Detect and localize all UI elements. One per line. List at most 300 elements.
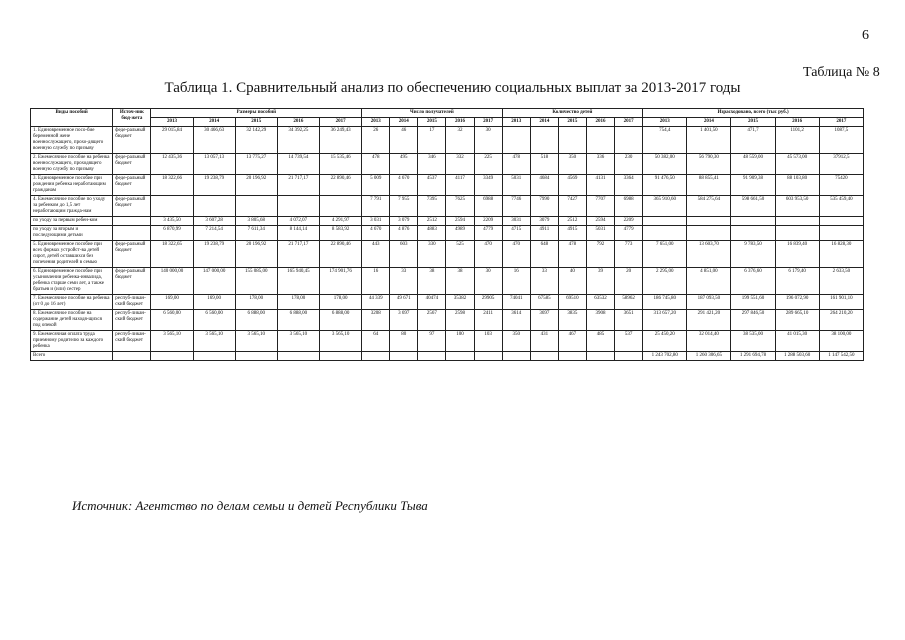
header-types: Виды пособий bbox=[31, 109, 113, 127]
spent-cell bbox=[687, 226, 731, 241]
spent-cell: 37912,5 bbox=[819, 154, 863, 175]
benefit-name-cell: 9. Ежемесячная оплата труда приемному родителю за каждого ребенка bbox=[31, 331, 113, 352]
year-header: 2015 bbox=[418, 118, 446, 127]
benefit-name-cell: 8. Ежемесячное пособие на содержание детей находя-щихся под опекой bbox=[31, 310, 113, 331]
spent-cell bbox=[731, 217, 775, 226]
benefit-name-cell: Всего bbox=[31, 352, 113, 361]
spent-cell: 199 551,60 bbox=[731, 295, 775, 310]
children-cell: 350 bbox=[502, 331, 530, 352]
spent-cell: 91 909,38 bbox=[731, 175, 775, 196]
recipients-cell: 4117 bbox=[446, 175, 474, 196]
children-cell: 4715 bbox=[502, 226, 530, 241]
children-cell bbox=[558, 352, 586, 361]
sizes-cell: 3 565,10 bbox=[151, 331, 193, 352]
sizes-cell: 3 805,68 bbox=[235, 217, 277, 226]
spent-cell: 2 633,50 bbox=[819, 268, 863, 295]
spent-cell: 471,7 bbox=[731, 127, 775, 154]
recipients-cell bbox=[446, 352, 474, 361]
budget-source-cell: феде-ральный бюджет bbox=[113, 175, 151, 196]
budget-source-cell bbox=[113, 226, 151, 241]
sizes-cell: 8 144,14 bbox=[277, 226, 319, 241]
sizes-cell: 36 249,43 bbox=[319, 127, 361, 154]
sizes-cell: 174 901,76 bbox=[319, 268, 361, 295]
recipients-cell: 64 bbox=[362, 331, 390, 352]
children-cell bbox=[615, 352, 643, 361]
recipients-cell: 2598 bbox=[446, 310, 474, 331]
sizes-cell: 22 890,46 bbox=[319, 241, 361, 268]
recipients-cell: 4779 bbox=[474, 226, 502, 241]
recipients-cell: 38 bbox=[446, 268, 474, 295]
spent-cell: 313 657,20 bbox=[643, 310, 687, 331]
spent-cell: 50 382,00 bbox=[643, 154, 687, 175]
sizes-cell: 3 565,10 bbox=[277, 331, 319, 352]
sizes-cell bbox=[193, 352, 235, 361]
budget-source-cell: феде-ральный бюджет bbox=[113, 127, 151, 154]
sizes-cell: 20 196,92 bbox=[235, 241, 277, 268]
children-cell: 4684 bbox=[530, 175, 558, 196]
header-source: Источ-ник бюд-жета bbox=[113, 109, 151, 127]
recipients-cell: 478 bbox=[362, 154, 390, 175]
budget-source-cell: респуб-ликан-ский бюджет bbox=[113, 310, 151, 331]
children-cell: 33 bbox=[530, 268, 558, 295]
table-container bbox=[30, 108, 864, 361]
spent-cell: 297 846,50 bbox=[731, 310, 775, 331]
benefit-name-cell: по уходу за вторым и последующими детьми bbox=[31, 226, 113, 241]
recipients-cell: 3 031 bbox=[362, 217, 390, 226]
children-cell bbox=[615, 127, 643, 154]
recipients-cell: 3 697 bbox=[390, 310, 418, 331]
recipients-cell: 30 bbox=[474, 268, 502, 295]
spent-cell: 1 291 694,78 bbox=[731, 352, 775, 361]
header-children: Количество детей bbox=[502, 109, 642, 118]
sizes-cell: 13 775,27 bbox=[235, 154, 277, 175]
children-cell: 485 bbox=[586, 331, 614, 352]
children-cell: 6988 bbox=[615, 196, 643, 217]
spent-cell bbox=[819, 226, 863, 241]
sizes-cell: 6 560,00 bbox=[193, 310, 235, 331]
children-cell: 3031 bbox=[502, 217, 530, 226]
sizes-cell: 4 072,07 bbox=[277, 217, 319, 226]
recipients-cell: 2594 bbox=[446, 217, 474, 226]
year-header: 2013 bbox=[643, 118, 687, 127]
spent-cell: 75420 bbox=[819, 175, 863, 196]
sizes-cell: 8 583,92 bbox=[319, 226, 361, 241]
benefit-name-cell: 1. Единовременное посо-бие беременной жене военнослужащего, прохо-дящего военную службу по призыву bbox=[31, 127, 113, 154]
budget-source-cell bbox=[113, 217, 151, 226]
table-row bbox=[31, 241, 864, 268]
recipients-cell: 40474 bbox=[418, 295, 446, 310]
sizes-cell: 6 888,00 bbox=[319, 310, 361, 331]
recipients-cell: 4 876 bbox=[390, 226, 418, 241]
table-row bbox=[31, 295, 864, 310]
recipients-cell: 7625 bbox=[446, 196, 474, 217]
page-number: 6 bbox=[862, 28, 869, 43]
table-row bbox=[31, 268, 864, 295]
recipients-cell: 32 bbox=[446, 127, 474, 154]
children-cell: 230 bbox=[615, 154, 643, 175]
spent-cell: 603 953,50 bbox=[775, 196, 819, 217]
budget-source-cell bbox=[113, 352, 151, 361]
table-row bbox=[31, 127, 864, 154]
children-cell: 7746 bbox=[502, 196, 530, 217]
sizes-cell: 12 435,36 bbox=[151, 154, 193, 175]
sizes-cell: 7 611,34 bbox=[235, 226, 277, 241]
spent-cell: 48 559,00 bbox=[731, 154, 775, 175]
recipients-cell: 2209 bbox=[474, 217, 502, 226]
recipients-cell: 44 339 bbox=[362, 295, 390, 310]
recipients-cell: 603 bbox=[390, 241, 418, 268]
budget-source-cell: респуб-ликан-ский бюджет bbox=[113, 295, 151, 310]
sizes-cell: 13 057,13 bbox=[193, 154, 235, 175]
recipients-cell: 100 bbox=[446, 331, 474, 352]
sizes-cell bbox=[193, 196, 235, 217]
sizes-cell: 7 214,54 bbox=[193, 226, 235, 241]
header-recipients: Число получателей bbox=[362, 109, 503, 118]
recipients-cell: 38 bbox=[418, 268, 446, 295]
spent-cell: 1 147 542,50 bbox=[819, 352, 863, 361]
recipients-cell: 346 bbox=[418, 154, 446, 175]
sizes-cell: 6 560,00 bbox=[151, 310, 193, 331]
recipients-cell: 525 bbox=[446, 241, 474, 268]
spent-cell bbox=[643, 226, 687, 241]
recipients-cell: 103 bbox=[474, 331, 502, 352]
year-header: 2015 bbox=[731, 118, 775, 127]
recipients-cell bbox=[418, 352, 446, 361]
children-cell: 4911 bbox=[530, 226, 558, 241]
children-cell: 467 bbox=[558, 331, 586, 352]
recipients-cell: 470 bbox=[474, 241, 502, 268]
sizes-cell: 3 565,10 bbox=[193, 331, 235, 352]
children-cell bbox=[502, 127, 530, 154]
children-cell: 16 bbox=[502, 268, 530, 295]
children-cell: 537 bbox=[615, 331, 643, 352]
benefit-name-cell: 6. Единовременное пособие при усыновлении ребенка-инвалида, ребенка старше семи лет, а также братьев и (или) сестер bbox=[31, 268, 113, 295]
children-cell bbox=[586, 127, 614, 154]
benefits-table bbox=[30, 108, 864, 361]
sizes-cell: 165 940,45 bbox=[277, 268, 319, 295]
budget-source-cell: феде-ральный бюджет bbox=[113, 154, 151, 175]
benefit-name-cell: 5. Единовременное пособие при всех формах устройст-ва детей сирот, детей оставшихся без попечения родителей в семью bbox=[31, 241, 113, 268]
children-cell: 431 bbox=[530, 331, 558, 352]
sizes-cell bbox=[235, 352, 277, 361]
children-cell: 7427 bbox=[558, 196, 586, 217]
spent-cell: 88 103,80 bbox=[775, 175, 819, 196]
sizes-cell: 19 238,79 bbox=[193, 241, 235, 268]
table-row bbox=[31, 226, 864, 241]
children-cell: 5031 bbox=[586, 226, 614, 241]
spent-cell: 365 910,60 bbox=[643, 196, 687, 217]
spent-cell: 186 745,80 bbox=[643, 295, 687, 310]
sizes-cell bbox=[151, 196, 193, 217]
children-cell: 58962 bbox=[615, 295, 643, 310]
spent-cell: 1 288 503,60 bbox=[775, 352, 819, 361]
page-title: Таблица 1. Сравнительный анализ по обеспечению социальных выплат за 2013-2017 годы bbox=[164, 80, 741, 96]
year-header: 2016 bbox=[586, 118, 614, 127]
recipients-cell: 5 009 bbox=[362, 175, 390, 196]
recipients-cell: 4883 bbox=[418, 226, 446, 241]
benefit-name-cell: 7. Ежемесячное пособие на ребенка (от 0 до 16 лет) bbox=[31, 295, 113, 310]
year-header: 2017 bbox=[474, 118, 502, 127]
sizes-cell: 20 196,92 bbox=[235, 175, 277, 196]
recipients-cell: 4 670 bbox=[390, 175, 418, 196]
spent-cell: 7 651,00 bbox=[643, 241, 687, 268]
year-header: 2015 bbox=[235, 118, 277, 127]
sizes-cell: 6 888,00 bbox=[277, 310, 319, 331]
sizes-cell bbox=[277, 352, 319, 361]
recipients-cell: 16 bbox=[362, 268, 390, 295]
recipients-cell: 2567 bbox=[418, 310, 446, 331]
children-cell: 3614 bbox=[502, 310, 530, 331]
spent-cell: 289 665,10 bbox=[775, 310, 819, 331]
recipients-cell bbox=[474, 352, 502, 361]
children-cell: 63532 bbox=[586, 295, 614, 310]
spent-cell: 25 450,20 bbox=[643, 331, 687, 352]
children-cell: 2594 bbox=[586, 217, 614, 226]
sizes-cell: 6 888,00 bbox=[235, 310, 277, 331]
sizes-cell: 21 717,17 bbox=[277, 175, 319, 196]
header-sizes: Размеры пособий bbox=[151, 109, 362, 118]
budget-source-cell: феде-ральный бюджет bbox=[113, 268, 151, 295]
sizes-cell: 4 291,97 bbox=[319, 217, 361, 226]
year-header: 2014 bbox=[687, 118, 731, 127]
children-cell bbox=[586, 352, 614, 361]
children-cell: 336 bbox=[586, 154, 614, 175]
recipients-cell: 7 955 bbox=[390, 196, 418, 217]
recipients-cell: 26 bbox=[362, 127, 390, 154]
sizes-cell: 18 322,65 bbox=[151, 241, 193, 268]
children-cell: 7990 bbox=[530, 196, 558, 217]
year-header: 2014 bbox=[530, 118, 558, 127]
year-header: 2015 bbox=[558, 118, 586, 127]
recipients-cell: 2512 bbox=[418, 217, 446, 226]
children-cell bbox=[502, 352, 530, 361]
recipients-cell: 225 bbox=[474, 154, 502, 175]
spent-cell: 1 260 306,65 bbox=[687, 352, 731, 361]
spent-cell: 32 014,40 bbox=[687, 331, 731, 352]
children-cell: 7707 bbox=[586, 196, 614, 217]
recipients-cell: 2411 bbox=[474, 310, 502, 331]
children-cell: 69510 bbox=[558, 295, 586, 310]
table-row bbox=[31, 352, 864, 361]
year-header: 2017 bbox=[615, 118, 643, 127]
spent-cell: 598 661,50 bbox=[731, 196, 775, 217]
sizes-cell bbox=[235, 196, 277, 217]
children-cell: 518 bbox=[530, 154, 558, 175]
recipients-cell: 443 bbox=[362, 241, 390, 268]
table-row bbox=[31, 331, 864, 352]
spent-cell: 38 535,00 bbox=[731, 331, 775, 352]
budget-source-cell: респуб-ликан-ский бюджет bbox=[113, 331, 151, 352]
sizes-cell: 147 000,00 bbox=[193, 268, 235, 295]
children-cell: 648 bbox=[530, 241, 558, 268]
recipients-cell: 7 791 bbox=[362, 196, 390, 217]
year-header: 2016 bbox=[277, 118, 319, 127]
sizes-cell: 3 565,10 bbox=[235, 331, 277, 352]
spent-cell: 1 243 702,80 bbox=[643, 352, 687, 361]
children-cell: 4779 bbox=[615, 226, 643, 241]
recipients-cell: 7395 bbox=[418, 196, 446, 217]
spent-cell: 16 828,30 bbox=[819, 241, 863, 268]
sizes-cell: 15 535,46 bbox=[319, 154, 361, 175]
sizes-cell: 29 015,84 bbox=[151, 127, 193, 154]
recipients-cell: 17 bbox=[418, 127, 446, 154]
spent-cell bbox=[775, 217, 819, 226]
table-row bbox=[31, 217, 864, 226]
sizes-cell: 3 607,28 bbox=[193, 217, 235, 226]
children-cell: 20 bbox=[615, 268, 643, 295]
benefit-name-cell: 4. Ежемесячное пособие по уходу за ребенком до 1,5 лет неработающим гражда-нам bbox=[31, 196, 113, 217]
spent-cell: 535 459,40 bbox=[819, 196, 863, 217]
children-cell: 4569 bbox=[558, 175, 586, 196]
spent-cell bbox=[643, 217, 687, 226]
spent-cell: 187 093,50 bbox=[687, 295, 731, 310]
recipients-cell: 49 671 bbox=[390, 295, 418, 310]
spent-cell: 41 015,30 bbox=[775, 331, 819, 352]
source-note: Источник: Агентство по делам семьи и детей Республики Тыва bbox=[72, 498, 428, 513]
recipients-cell: 4537 bbox=[418, 175, 446, 196]
spent-cell: 6 179,40 bbox=[775, 268, 819, 295]
spent-cell: 1101,2 bbox=[775, 127, 819, 154]
children-cell: 2512 bbox=[558, 217, 586, 226]
children-cell: 792 bbox=[586, 241, 614, 268]
sizes-cell: 3 565,10 bbox=[319, 331, 361, 352]
children-cell: 39 bbox=[586, 268, 614, 295]
budget-source-cell: феде-ральный бюджет bbox=[113, 241, 151, 268]
spent-cell: 38 100,00 bbox=[819, 331, 863, 352]
sizes-cell: 169,00 bbox=[193, 295, 235, 310]
children-cell: 3835 bbox=[558, 310, 586, 331]
spent-cell: 13 603,70 bbox=[687, 241, 731, 268]
recipients-cell: 29905 bbox=[474, 295, 502, 310]
benefit-name-cell: 3. Единовременное пособие при рождении ребенка неработающим гражданам bbox=[31, 175, 113, 196]
sizes-cell: 169,00 bbox=[151, 295, 193, 310]
table-row bbox=[31, 154, 864, 175]
children-cell: 3908 bbox=[586, 310, 614, 331]
header-row-years bbox=[31, 118, 864, 127]
children-cell: 470 bbox=[502, 241, 530, 268]
year-header: 2016 bbox=[775, 118, 819, 127]
year-header: 2016 bbox=[446, 118, 474, 127]
spent-cell: 196 072,90 bbox=[775, 295, 819, 310]
children-cell: 3651 bbox=[615, 310, 643, 331]
recipients-cell bbox=[362, 352, 390, 361]
spent-cell: 9 783,50 bbox=[731, 241, 775, 268]
table-row bbox=[31, 175, 864, 196]
recipients-cell bbox=[390, 352, 418, 361]
sizes-cell: 18 322,66 bbox=[151, 175, 193, 196]
recipients-cell: 3 079 bbox=[390, 217, 418, 226]
benefit-name-cell: 2. Ежемесячное пособие на ребенка военнослужащего, проходящего военную службу по призыву bbox=[31, 154, 113, 175]
spent-cell: 4 851,00 bbox=[687, 268, 731, 295]
sizes-cell: 3 435,50 bbox=[151, 217, 193, 226]
year-header: 2014 bbox=[193, 118, 235, 127]
spent-cell bbox=[731, 226, 775, 241]
spent-cell bbox=[775, 226, 819, 241]
recipients-cell: 4989 bbox=[446, 226, 474, 241]
spent-cell bbox=[687, 217, 731, 226]
recipients-cell: 3208 bbox=[362, 310, 390, 331]
children-cell: 350 bbox=[558, 154, 586, 175]
children-cell: 74041 bbox=[502, 295, 530, 310]
children-cell: 2209 bbox=[615, 217, 643, 226]
sizes-cell bbox=[319, 196, 361, 217]
recipients-cell: 495 bbox=[390, 154, 418, 175]
children-cell bbox=[530, 352, 558, 361]
recipients-cell: 97 bbox=[418, 331, 446, 352]
year-header: 2017 bbox=[319, 118, 361, 127]
sizes-cell: 30 466,63 bbox=[193, 127, 235, 154]
children-cell bbox=[530, 127, 558, 154]
sizes-cell bbox=[319, 352, 361, 361]
spent-cell: 16 839,40 bbox=[775, 241, 819, 268]
sizes-cell: 178,00 bbox=[319, 295, 361, 310]
children-cell: 67585 bbox=[530, 295, 558, 310]
sizes-cell bbox=[151, 352, 193, 361]
spent-cell: 56 790,30 bbox=[687, 154, 731, 175]
spent-cell: 1 401,50 bbox=[687, 127, 731, 154]
sizes-cell: 140 000,00 bbox=[151, 268, 193, 295]
budget-source-cell: феде-ральный бюджет bbox=[113, 196, 151, 217]
sizes-cell: 34 392,25 bbox=[277, 127, 319, 154]
header-row-groups bbox=[31, 109, 864, 118]
spent-cell: 45 573,00 bbox=[775, 154, 819, 175]
recipients-cell: 30 bbox=[474, 127, 502, 154]
table-body bbox=[31, 127, 864, 361]
header-spent: Израсходовано, всего (тыс руб.) bbox=[643, 109, 864, 118]
sizes-cell bbox=[277, 196, 319, 217]
recipients-cell: 6988 bbox=[474, 196, 502, 217]
recipients-cell: 33 bbox=[390, 268, 418, 295]
spent-cell: 584 275,64 bbox=[687, 196, 731, 217]
sizes-cell: 32 142,29 bbox=[235, 127, 277, 154]
children-cell bbox=[558, 127, 586, 154]
children-cell: 478 bbox=[558, 241, 586, 268]
sizes-cell: 178,00 bbox=[235, 295, 277, 310]
spent-cell: 1087,5 bbox=[819, 127, 863, 154]
recipients-cell: 3349 bbox=[474, 175, 502, 196]
sizes-cell: 22 890,46 bbox=[319, 175, 361, 196]
sizes-cell: 21 717,17 bbox=[277, 241, 319, 268]
children-cell: 478 bbox=[502, 154, 530, 175]
benefit-name-cell: по уходу за первым ребен-ком bbox=[31, 217, 113, 226]
children-cell: 773 bbox=[615, 241, 643, 268]
spent-cell: 2 295,00 bbox=[643, 268, 687, 295]
sizes-cell: 19 238,79 bbox=[193, 175, 235, 196]
children-cell: 4131 bbox=[586, 175, 614, 196]
children-cell: 3697 bbox=[530, 310, 558, 331]
sizes-cell: 155 085,00 bbox=[235, 268, 277, 295]
children-cell: 5031 bbox=[502, 175, 530, 196]
year-header: 2013 bbox=[151, 118, 193, 127]
spent-cell: 91 476,50 bbox=[643, 175, 687, 196]
spent-cell: 6 376,60 bbox=[731, 268, 775, 295]
children-cell: 3079 bbox=[530, 217, 558, 226]
spent-cell: 754,4 bbox=[643, 127, 687, 154]
recipients-cell: 4 670 bbox=[362, 226, 390, 241]
spent-cell: 264 210,20 bbox=[819, 310, 863, 331]
table-label: Таблица № 8 bbox=[803, 65, 880, 80]
year-header: 2013 bbox=[362, 118, 390, 127]
sizes-cell: 178,00 bbox=[277, 295, 319, 310]
spent-cell: 291 421,20 bbox=[687, 310, 731, 331]
spent-cell: 88 855,41 bbox=[687, 175, 731, 196]
children-cell: 3364 bbox=[615, 175, 643, 196]
table-row bbox=[31, 310, 864, 331]
sizes-cell: 14 739,54 bbox=[277, 154, 319, 175]
sizes-cell: 6 870,99 bbox=[151, 226, 193, 241]
recipients-cell: 46 bbox=[390, 127, 418, 154]
recipients-cell: 80 bbox=[390, 331, 418, 352]
